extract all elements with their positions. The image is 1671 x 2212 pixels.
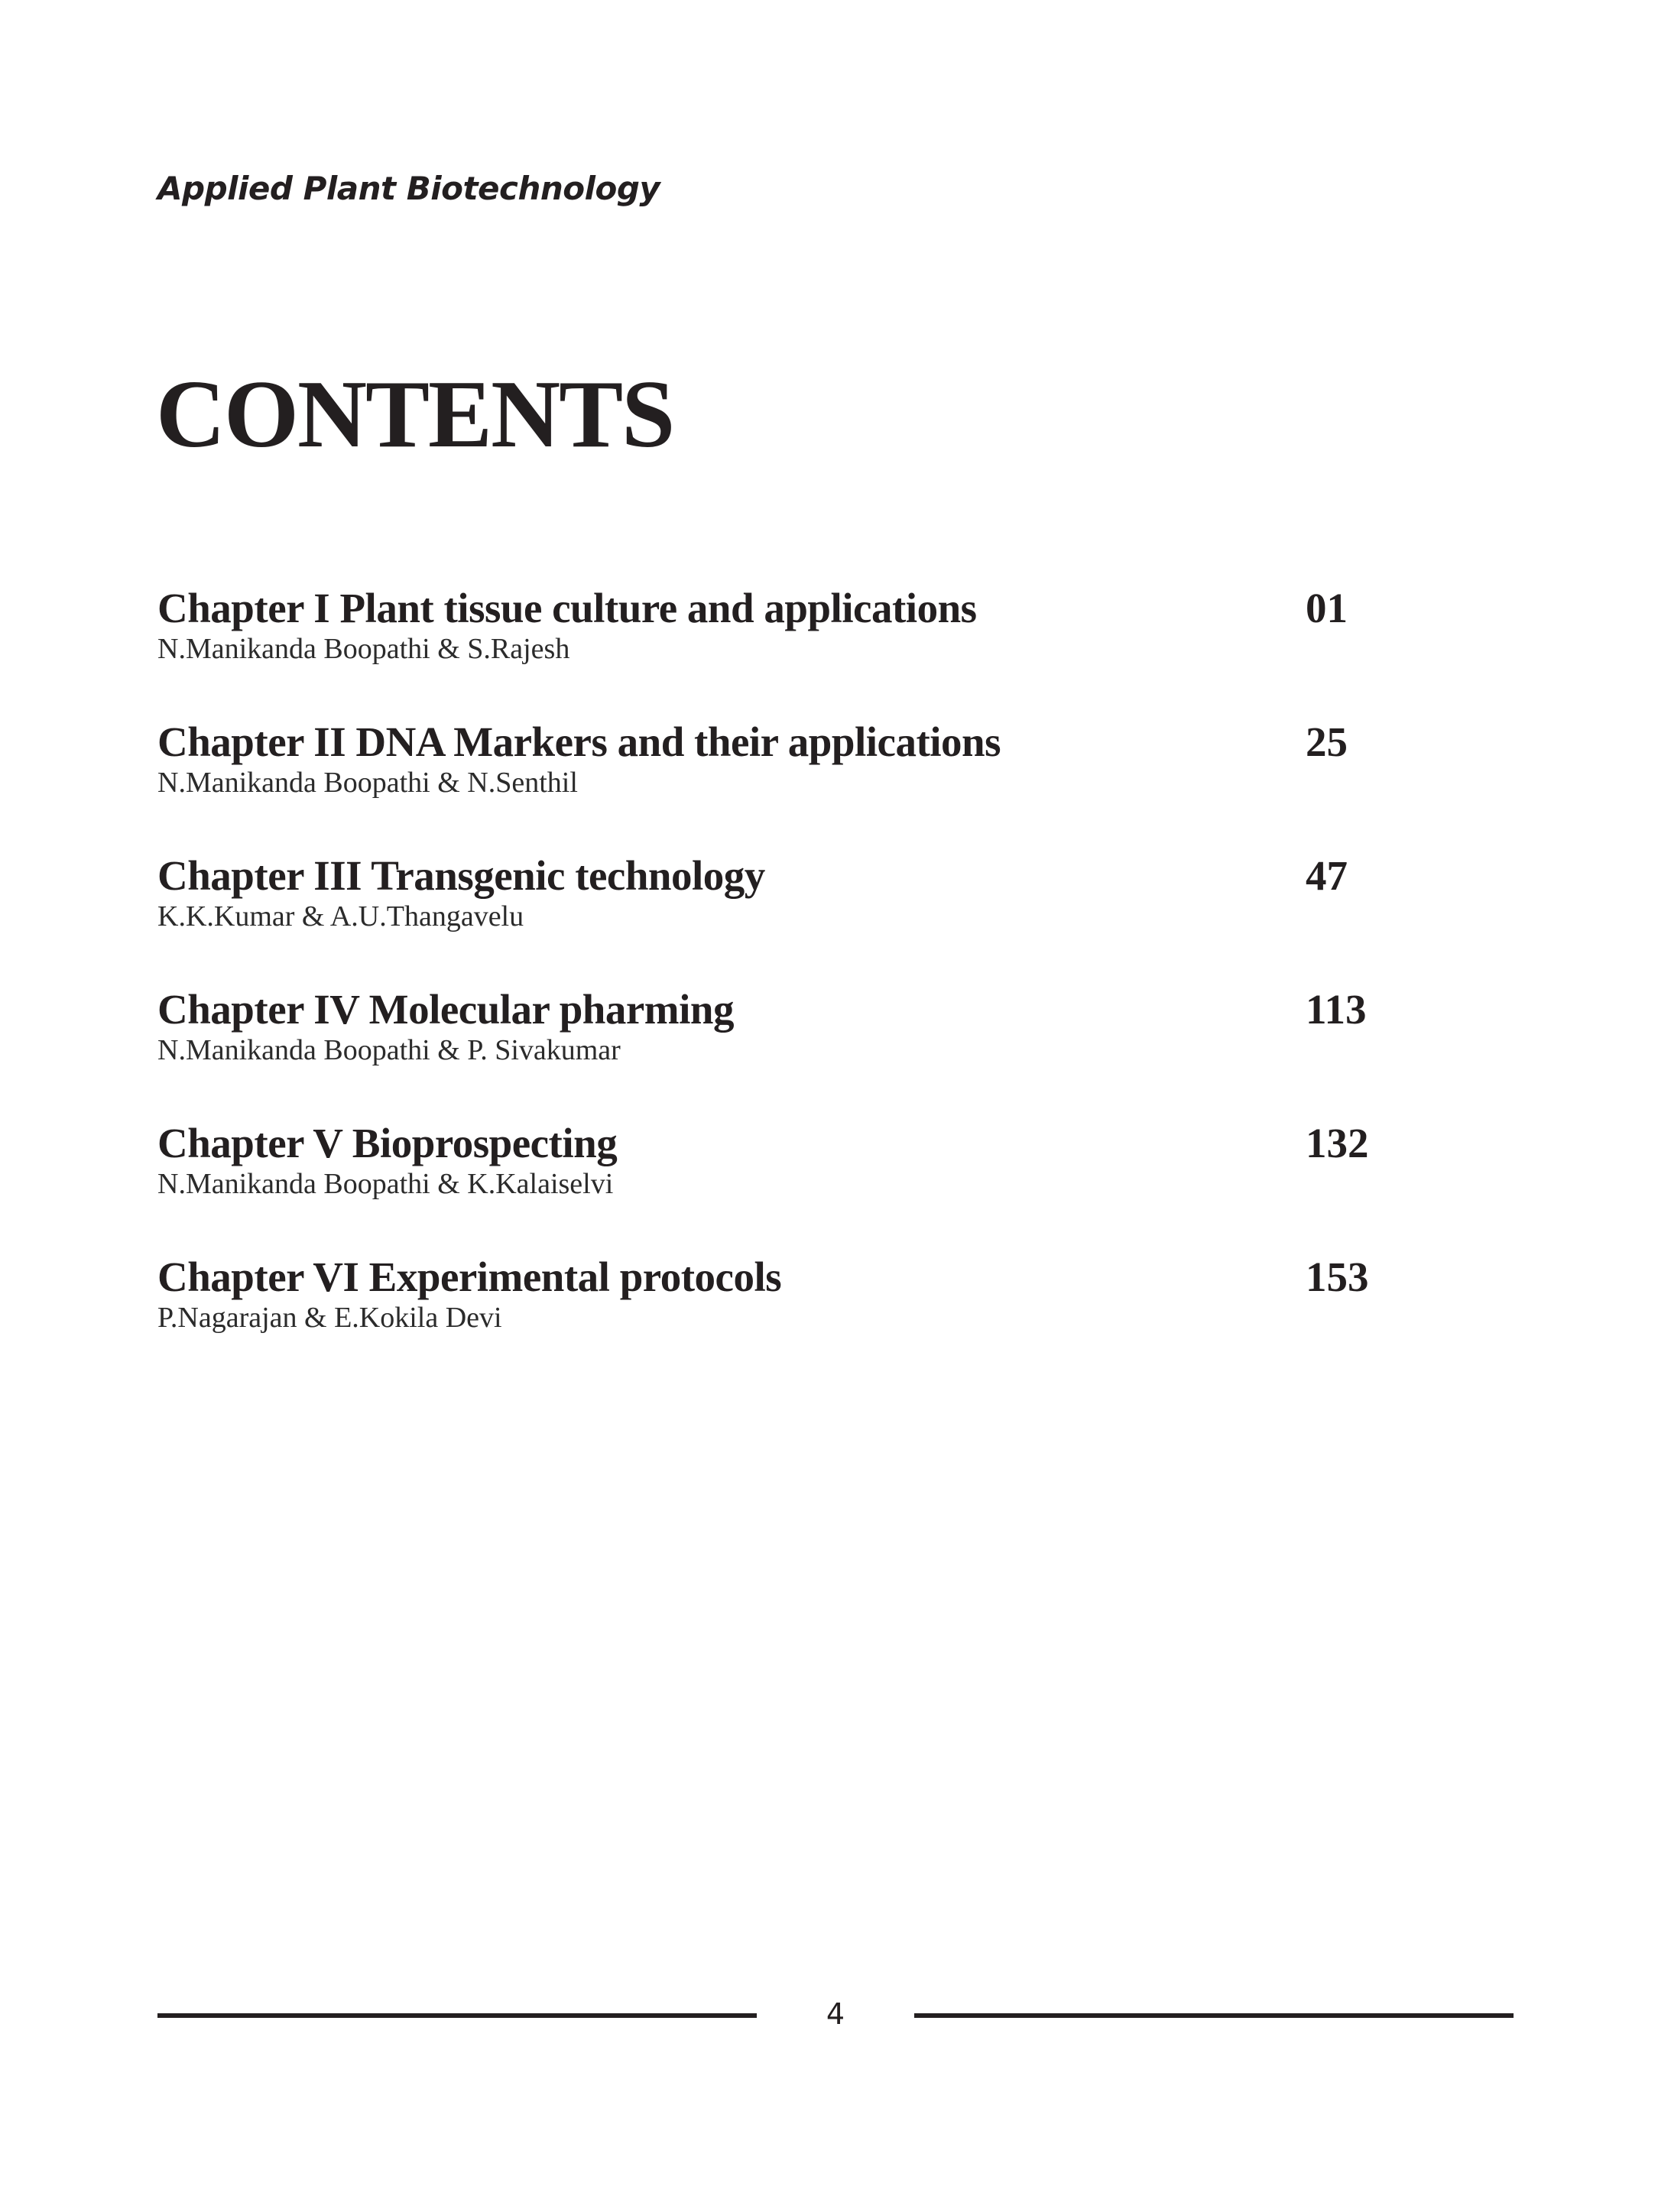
chapter-page-number: 47 [1306, 852, 1348, 899]
footer-rule-right [914, 2013, 1514, 2018]
toc-entry[interactable] [157, 718, 1457, 851]
chapter-authors: P.Nagarajan & E.Kokila Devi [157, 1302, 502, 1334]
page-number: 4 [826, 1997, 845, 2031]
chapter-authors: N.Manikanda Boopathi & S.Rajesh [157, 633, 570, 665]
toc-entry[interactable] [157, 1253, 1457, 1387]
footer-rule-left [157, 2013, 757, 2018]
running-header: Applied Plant Biotechnology [157, 170, 660, 207]
toc-entry[interactable] [157, 1119, 1457, 1253]
chapter-authors: K.K.Kumar & A.U.Thangavelu [157, 900, 524, 932]
chapter-title: Chapter V Bioprospecting [157, 1120, 618, 1166]
chapter-authors: N.Manikanda Boopathi & N.Senthil [157, 767, 578, 799]
chapter-authors: N.Manikanda Boopathi & P. Sivakumar [157, 1034, 621, 1066]
chapter-page-number: 01 [1306, 585, 1348, 631]
toc-entry[interactable] [157, 584, 1457, 718]
table-of-contents [157, 584, 1457, 1387]
chapter-title: Chapter VI Experimental protocols [157, 1254, 782, 1300]
chapter-title: Chapter II DNA Markers and their applications [157, 718, 1001, 765]
chapter-title: Chapter III Transgenic technology [157, 852, 765, 899]
toc-entry[interactable] [157, 851, 1457, 985]
chapter-page-number: 25 [1306, 718, 1348, 765]
page-title: CONTENTS [156, 362, 674, 468]
chapter-page-number: 132 [1306, 1120, 1369, 1166]
chapter-title: Chapter IV Molecular pharming [157, 986, 734, 1033]
chapter-page-number: 113 [1306, 986, 1367, 1033]
chapter-title: Chapter I Plant tissue culture and applications [157, 585, 977, 631]
chapter-authors: N.Manikanda Boopathi & K.Kalaiselvi [157, 1168, 614, 1200]
toc-entry[interactable] [157, 985, 1457, 1119]
chapter-page-number: 153 [1306, 1254, 1369, 1300]
